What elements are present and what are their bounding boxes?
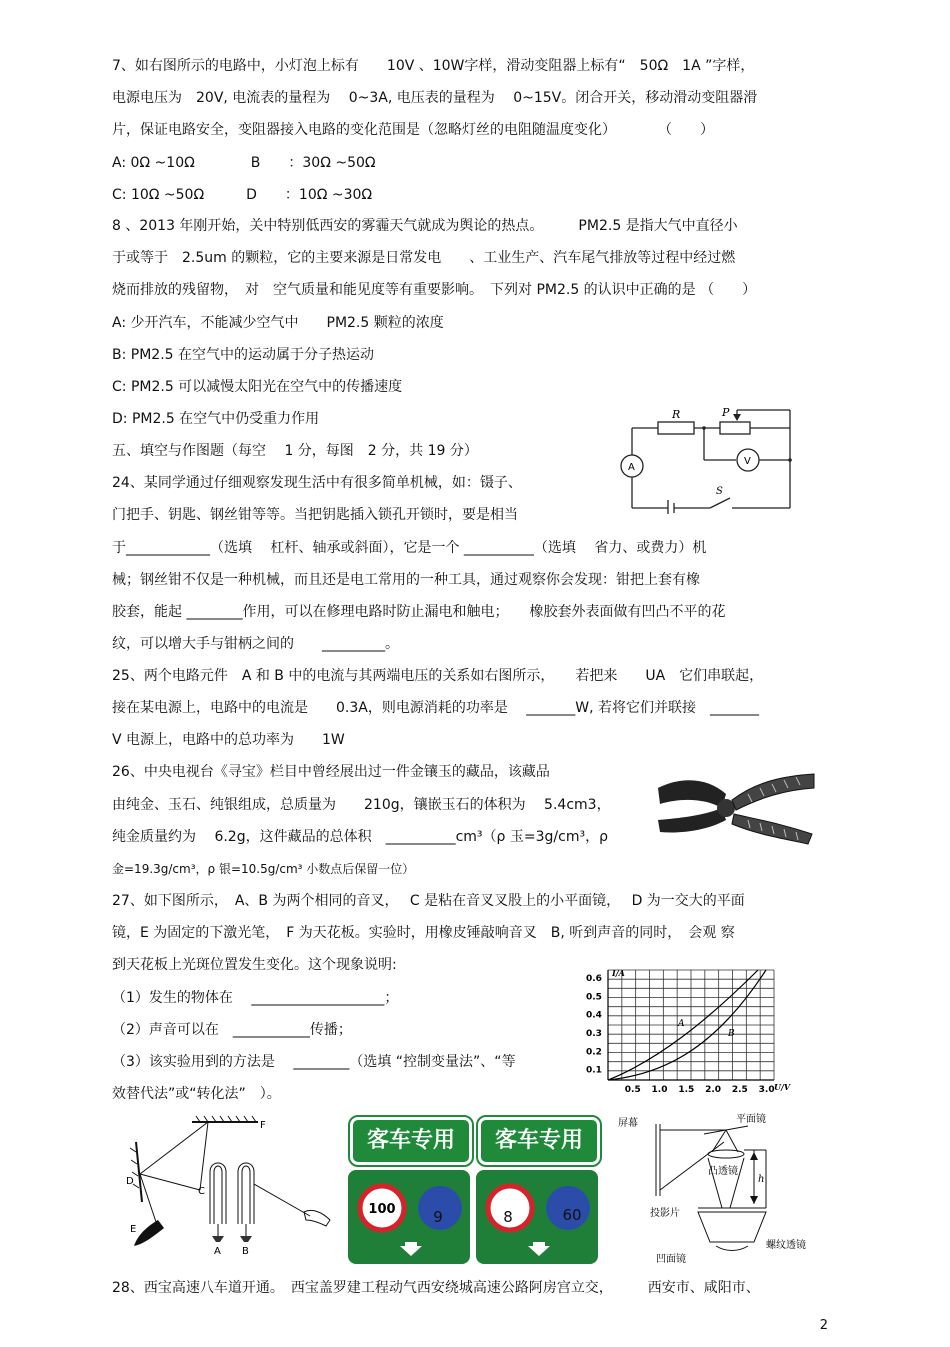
y-tick-label: 0.4 xyxy=(586,1010,602,1021)
svg-text:平面镜: 平面镜 xyxy=(736,1114,766,1125)
line-6: 8 、2013 年刚开始，关中特别低西安的雾霾天气就成为舆论的热点。 PM2.5 是指大气中直径小 xyxy=(112,218,738,234)
y-tick-label: 0.5 xyxy=(586,992,602,1003)
line-25: 纯金质量约为 6.2g，这件藏品的总体积 __________cm³（ρ 玉=3g/cm³，ρ xyxy=(112,829,608,845)
xlabel: U/V xyxy=(774,1082,791,1092)
series-a-label: A xyxy=(678,1019,685,1029)
svg-text:投影片: 投影片 xyxy=(650,1208,680,1219)
line-16: 于____________（选填 杠杆、轴承或斜面），它是一个 __________（选填 省力、或费力）机 xyxy=(112,540,707,556)
line-5: C: 10Ω ~50Ω D ：10Ω ~30Ω xyxy=(112,187,373,203)
label-fork-a: A xyxy=(214,1246,221,1257)
svg-text:9: 9 xyxy=(433,1208,443,1226)
svg-text:凸透镜: 凸透镜 xyxy=(708,1166,738,1177)
y-tick-label: 0.3 xyxy=(586,1029,602,1039)
svg-text:屏幕: 屏幕 xyxy=(618,1118,638,1129)
label-v: V xyxy=(744,456,751,467)
line-9: A: 少开汽车，不能减少空气中 PM2.5 颗粒的浓度 xyxy=(112,315,444,331)
line-8: 烧而排放的残留物， 对 空气质量和能见度等有重要影响。 下列对 PM2.5 的认识中正确的是 （ ） xyxy=(112,282,757,298)
label-c: C xyxy=(198,1186,205,1197)
line-27: 27、如下图所示， A、B 为两个相同的音叉， C 是粘在音叉叉股上的小平面镜， D 为一交大的平面 xyxy=(112,893,745,909)
page-number: 2 xyxy=(819,1318,828,1333)
x-tick-label: 1.5 xyxy=(678,1085,695,1095)
label-p: P xyxy=(722,406,730,419)
line-19: 纹，可以增大手与钳柄之间的 _________。 xyxy=(112,636,399,652)
ylabel: I/A xyxy=(612,968,625,978)
circuit-diagram xyxy=(612,404,804,514)
convex-lens xyxy=(708,1150,744,1158)
line-20: 25、两个电路元件 A 和 B 中的电流与其两端电压的关系如右图所示， 若把来 UA 它们串联起， xyxy=(112,668,764,684)
line-17: 械；钢丝钳不仅是一种机械，而且还是电工常用的一种工具，通过观察你会发现：钳把上套有橡 xyxy=(112,572,700,588)
line-11: C: PM2.5 可以减慢太阳光在空气中的传播速度 xyxy=(112,379,403,395)
line-22: V 电源上，电路中的总功率为 1W xyxy=(112,732,345,748)
sign-top-left xyxy=(350,1117,472,1165)
label-e: E xyxy=(130,1224,137,1235)
label-a: A xyxy=(628,462,635,473)
line-29: 到天花板上光斑位置发生变化。这个现象说明: xyxy=(112,957,397,973)
label-f: F xyxy=(260,1120,266,1131)
switch-s xyxy=(710,498,730,508)
tuning-fork-diagram xyxy=(126,1112,336,1258)
arrow-down-icon xyxy=(528,1242,550,1256)
line-1: 7、如右图所示的电路中，小灯泡上标有 10V 、10W字样，滑动变阻器上标有“ 50Ω 1A ”字样， xyxy=(112,58,755,74)
x-tick-label: 3.0 xyxy=(758,1085,775,1095)
line-31: （2）声音可以在 ___________传播； xyxy=(112,1022,352,1038)
line-12: D: PM2.5 在空气中仍受重力作用 xyxy=(112,411,320,427)
projector-diagram xyxy=(616,1112,816,1268)
line-7: 于或等于 2.5um 的颗粒，它的主要来源是日常发电 、工业生产、汽车尾气排放等过程中经过燃 xyxy=(112,250,736,266)
iu-graph xyxy=(578,962,794,1096)
svg-text:60: 60 xyxy=(562,1206,582,1224)
signs-overlay xyxy=(348,1170,600,1264)
line-34: 28、西宝高速八车道开通。 西宝盖罗建工程动气西安绕城高速公路阿房宫立交， 西安市、咸阳市、 xyxy=(112,1280,760,1296)
svg-text:8: 8 xyxy=(503,1208,513,1226)
series-b-label: B xyxy=(728,1029,735,1039)
y-tick-label: 0.2 xyxy=(586,1047,602,1058)
rheostat-p xyxy=(720,422,750,434)
x-tick-label: 1.0 xyxy=(651,1085,668,1095)
svg-text:螺纹透镜: 螺纹透镜 xyxy=(766,1240,806,1251)
label-r: R xyxy=(672,408,681,421)
resistor-r xyxy=(658,422,694,434)
line-2: 电源电压为 20V, 电流表的量程为 0~3A, 电压表的量程为 0~15V。闭合开关，移动滑动变阻器滑 xyxy=(112,90,758,106)
line-23: 26、中央电视台《寻宝》栏目中曾经展出过一件金镶玉的藏品，该藏品 xyxy=(112,764,550,780)
line-21: 接在某电源上，电路中的电流是 0.3A，则电源消耗的功率是 _______W, 若将它们并联接 _______ xyxy=(112,700,760,716)
svg-text:凹面镜: 凹面镜 xyxy=(656,1254,686,1265)
x-tick-label: 2.0 xyxy=(705,1085,722,1095)
sign-label-left: 客车专用 xyxy=(366,1128,455,1153)
line-26: 金=19.3g/cm³，ρ 银=10.5g/cm³ 小数点后保留一位） xyxy=(112,862,415,876)
pliers-image xyxy=(652,768,818,846)
sign-label-right: 客车专用 xyxy=(494,1128,583,1153)
line-33: 效替代法”或“转化法” ）。 xyxy=(112,1086,281,1102)
line-3: 片，保证电路安全，变阻器接入电路的变化范围是（忽略灯丝的电阻随温度变化） （ ） xyxy=(112,122,714,138)
y-tick-label: 0.6 xyxy=(586,974,602,984)
label-s: S xyxy=(716,486,723,497)
label-d: D xyxy=(126,1176,134,1187)
arrow-down-icon xyxy=(400,1242,422,1256)
label-fork-b: B xyxy=(242,1246,249,1257)
line-30: （1）发生的物体在 ___________________； xyxy=(112,990,399,1006)
sign-top-right xyxy=(478,1117,600,1165)
line-13: 五、填空与作图题（每空 1 分，每图 2 分，共 19 分） xyxy=(112,443,478,459)
line-10: B: PM2.5 在空气中的运动属于分子热运动 xyxy=(112,347,375,363)
line-32: （3）该实验用到的方法是 ________（选填 “控制变量法”、“等 xyxy=(112,1054,516,1070)
svg-text:100: 100 xyxy=(368,1202,396,1217)
line-28: 镜，E 为固定的下激光笔， F 为天花板。实验时，用橡皮锤敲响音叉 B, 听到声音的同时， 会观 察 xyxy=(112,925,735,941)
line-14: 24、某同学通过仔细观察发现生活中有很多简单机械，如：镊子、 xyxy=(112,475,522,491)
line-18: 胶套，能起 ________作用，可以在修理电路时防止漏电和触电； 橡胶套外表面做有凹凸不平的花 xyxy=(112,604,726,620)
x-tick-label: 0.5 xyxy=(624,1085,641,1095)
svg-text:h: h xyxy=(758,1174,765,1185)
concave-mirror xyxy=(716,1246,748,1251)
line-4: A: 0Ω ~10Ω B ：30Ω ~50Ω xyxy=(112,155,376,171)
line-24: 由纯金、玉石、纯银组成，总质量为 210g，镶嵌玉石的体积为 5.4cm3， xyxy=(112,797,611,813)
x-tick-label: 2.5 xyxy=(731,1085,748,1095)
y-tick-label: 0.1 xyxy=(586,1065,602,1076)
line-15: 门把手、钥匙、钢丝钳等等。当把钥匙插入锁孔开锁时，要是相当 xyxy=(112,507,518,523)
